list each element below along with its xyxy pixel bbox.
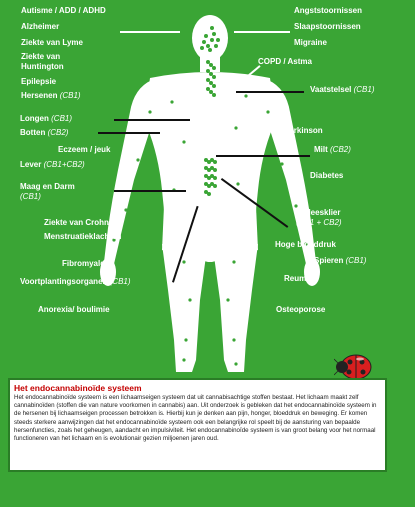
receptor-dot [236, 182, 239, 185]
receptor-dot [266, 110, 269, 113]
label-anorexia: Anorexia/ boulimie [38, 305, 110, 314]
label-lyme: Ziekte van Lyme [21, 38, 83, 47]
receptor-dot [206, 78, 210, 82]
receptor-dot [182, 358, 185, 361]
label-alvlees: Alvleesklier (CB1 + CB2) [296, 208, 342, 227]
label-maag: Maag en Darm (CB1) [20, 182, 75, 201]
leader-line-milt [216, 155, 310, 157]
label-menstruatie: Menstruatieklachten [44, 232, 122, 241]
label-vaat: Vaatstelsel (CB1) [310, 85, 375, 94]
receptor-dot [212, 66, 216, 70]
info-box [8, 378, 387, 472]
receptor-dot [170, 100, 173, 103]
label-osteoporose: Osteoporose [276, 305, 326, 314]
label-eczeem: Eczeem / jeuk [58, 145, 111, 154]
receptor-dot [204, 34, 208, 38]
label-autisme: Autisme / ADD / ADHD [21, 6, 106, 15]
receptor-dot [182, 140, 185, 143]
receptor-dot [212, 75, 216, 79]
receptor-dot [209, 90, 213, 94]
leader-line-maag [114, 190, 186, 192]
label-lever: Lever (CB1+CB2) [20, 160, 85, 169]
receptor-dot [200, 46, 204, 50]
leader-line-slaap [234, 31, 290, 33]
receptor-dot [202, 40, 206, 44]
info-title: Het endocannabinoïde systeem [14, 383, 142, 393]
label-copd: COPD / Astma [258, 57, 312, 66]
label-alzheimer: Alzheimer [21, 22, 60, 31]
receptor-dot [206, 60, 210, 64]
receptor-dot [234, 362, 237, 365]
label-spieren: Spieren (CB1) [314, 256, 367, 265]
leader-line-longen [114, 119, 190, 121]
receptor-dot [188, 298, 191, 301]
receptor-dot [216, 38, 220, 42]
label-voortplanting: Voortplantingsorganen (CB1) [20, 277, 131, 286]
receptor-dot [212, 32, 216, 36]
receptor-dot [207, 192, 211, 196]
label-crohn: Ziekte van Crohn [44, 218, 109, 227]
label-parkinson: Parkinson [284, 126, 323, 135]
receptor-dot [209, 81, 213, 85]
label-fibromyalgie: Fibromyalgie [62, 259, 112, 268]
receptor-dot [206, 69, 210, 73]
receptor-dot [210, 26, 214, 30]
label-diabetes: Diabetes [310, 171, 344, 180]
receptor-dot [232, 338, 235, 341]
receptor-dot [213, 176, 217, 180]
receptor-dot [213, 168, 217, 172]
receptor-dot [232, 260, 235, 263]
receptor-dot [136, 158, 139, 161]
receptor-dot [234, 126, 237, 129]
receptor-dot [206, 44, 210, 48]
receptor-dot [214, 44, 218, 48]
label-epilepsie: Epilepsie [21, 77, 57, 86]
receptor-dot [148, 110, 151, 113]
leader-line-botten [98, 132, 160, 134]
label-milt: Milt (CB2) [314, 145, 351, 154]
receptor-dot [280, 162, 283, 165]
label-angst: Angststoornissen [294, 6, 363, 15]
label-hersenen: Hersenen (CB1) [21, 91, 81, 100]
receptor-dot [256, 210, 259, 213]
receptor-dot [182, 260, 185, 263]
receptor-dot [184, 338, 187, 341]
receptor-dot [210, 38, 214, 42]
receptor-dot [124, 208, 127, 211]
leader-line-vaat [236, 91, 304, 93]
label-reuma: Reuma [284, 274, 311, 283]
label-botten: Botten (CB2) [20, 128, 69, 137]
info-text: Het endocannabinoïde systeem is een lichaamseigen systeem dat uit cannabisachtige stoffen bestaat. Het lichaam maakt zelf cannabinoïden (stoffen die van nature voorkomen in cannabis) aan. Uit onderzoek is gebleken dat het endocannabinoïde systeem in de hersenen bij lichaamseigen processen betrokken is. Hierbij kun je denken aan pijn, honger, bloeddruk en beweging. Er komen steeds sterkere aanwijzingen dat het endocannabinoïde systeem ook een belangrijke rol speelt bij de aansturing van bepaalde hersenfuncties, zoals het geheugen, aandacht en impulsiviteit. Het endocannabinoïde systeem is van groot belang voor het normaal functioneren van het lichaam en is evolutionair gezien miljoenen jaren oud. [14, 394, 377, 443]
label-longen: Longen (CB1) [20, 114, 73, 123]
receptor-dot [212, 84, 216, 88]
label-migraine: Migraine [294, 38, 327, 47]
label-hoge: Hoge bloeddruk [275, 240, 336, 249]
receptor-dot [213, 184, 217, 188]
receptor-dot [208, 48, 212, 52]
leader-line-alzheimer [120, 31, 180, 33]
receptor-dot [209, 72, 213, 76]
receptor-dot [244, 94, 247, 97]
label-slaap: Slaapstoornissen [294, 22, 361, 31]
receptor-dot [206, 87, 210, 91]
label-huntington: Ziekte van Huntington [21, 52, 64, 71]
receptor-dot [226, 298, 229, 301]
receptor-dot [209, 63, 213, 67]
receptor-dot [158, 210, 161, 213]
receptor-dot [213, 160, 217, 164]
receptor-dot [212, 93, 216, 97]
